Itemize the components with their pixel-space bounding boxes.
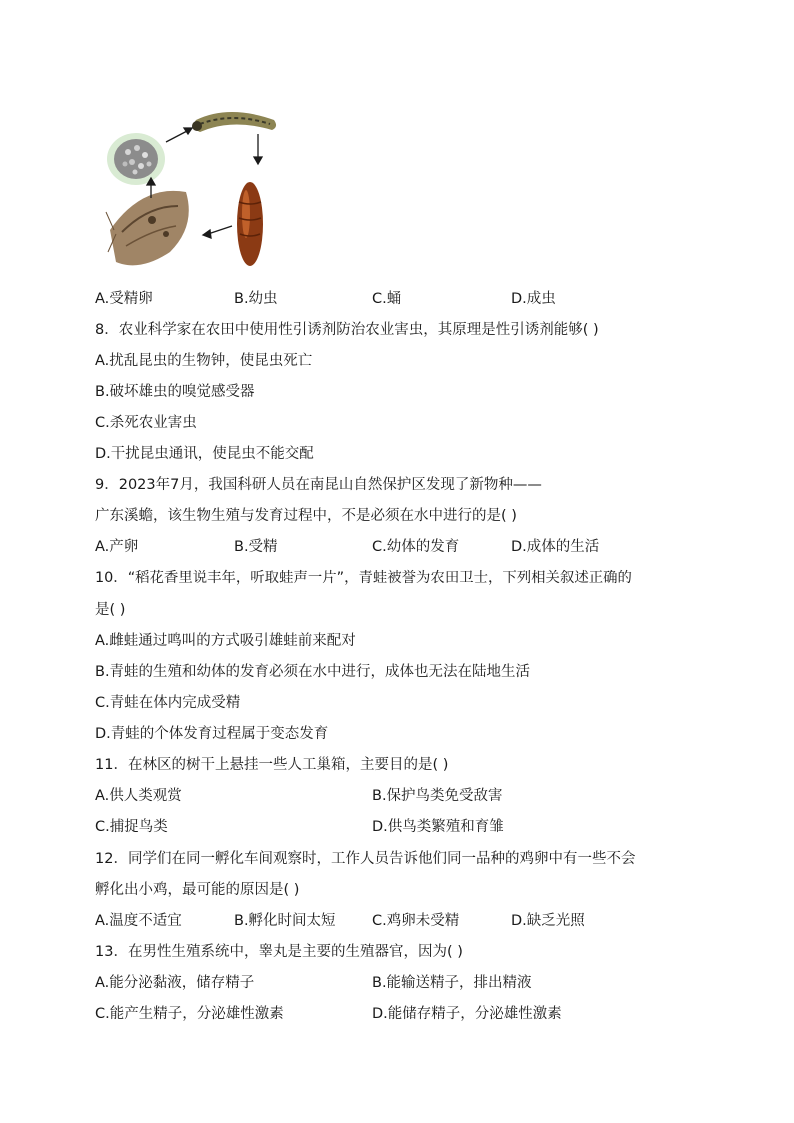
q10-option-d: D.青蛙的个体发育过程属于变态发育 [95,726,329,742]
q11-option-d: D.供鸟类繁殖和育雏 [372,819,504,835]
q9-option-d: D.成体的生活 [511,539,600,555]
q8-option-d: D.干扰昆虫通讯，使昆虫不能交配 [95,446,314,462]
q12-option-b: B.孵化时间太短 [234,913,336,929]
q8-stem: 8．农业科学家在农田中使用性引诱剂防治农业害虫，其原理是性引诱剂能够( ) [95,322,599,338]
q10-option-c: C.青蛙在体内完成受精 [95,695,241,711]
q13-option-a: A.能分泌黏液，储存精子 [95,975,255,991]
adult-moth-image [106,191,189,266]
q7-option-a: A.受精卵 [95,291,153,307]
q8-option-b: B.破坏雄虫的嗅觉感受器 [95,384,255,400]
insect-life-cycle-figure [104,102,284,272]
q11-stem: 11．在林区的树干上悬挂一些人工巢箱，主要目的是( ) [95,757,449,773]
q13-option-b: B.能输送精子，排出精液 [372,975,532,991]
q12-option-a: A.温度不适宜 [95,913,182,929]
q9-stem-line2: 广东溪蟾，该生物生殖与发育过程中，不是必须在水中进行的是( ) [95,508,517,524]
q12-stem-line1: 12．同学们在同一孵化车间观察时，工作人员告诉他们同一品种的鸡卵中有一些不会 [95,851,636,867]
egg-image [107,133,165,185]
q7-option-d: D.成虫 [511,291,556,307]
q10-stem-line1: 10．“稻花香里说丰年，听取蛙声一片”，青蛙被誉为农田卫士，下列相关叙述正确的 [95,570,632,586]
q13-stem: 13．在男性生殖系统中，睾丸是主要的生殖器官，因为( ) [95,944,463,960]
q10-option-b: B.青蛙的生殖和幼体的发育必须在水中进行，成体也无法在陆地生活 [95,664,531,680]
pupa-image [237,182,263,266]
q11-option-c: C.捕捉鸟类 [95,819,168,835]
larva-image [192,112,276,132]
q12-option-c: C.鸡卵未受精 [372,913,460,929]
q11-option-a: A.供人类观赏 [95,788,182,804]
q11-option-b: B.保护鸟类免受敌害 [372,788,503,804]
q7-option-c: C.蛹 [372,291,402,307]
q9-option-b: B.受精 [234,539,278,555]
q13-option-d: D.能储存精子，分泌雄性激素 [372,1006,562,1022]
q12-option-d: D.缺乏光照 [511,913,585,929]
q9-option-c: C.幼体的发育 [372,539,460,555]
q8-option-c: C.杀死农业害虫 [95,415,197,431]
q7-option-b: B.幼虫 [234,291,278,307]
q9-option-a: A.产卵 [95,539,139,555]
q8-option-a: A.扰乱昆虫的生物钟，使昆虫死亡 [95,353,313,369]
q12-stem-line2: 孵化出小鸡，最可能的原因是( ) [95,882,300,898]
q10-stem-line2: 是( ) [95,602,126,618]
q13-option-c: C.能产生精子，分泌雄性激素 [95,1006,284,1022]
q10-option-a: A.雌蛙通过鸣叫的方式吸引雄蛙前来配对 [95,633,356,649]
q9-stem-line1: 9．2023年7月，我国科研人员在南昆山自然保护区发现了新物种—— [95,477,542,493]
